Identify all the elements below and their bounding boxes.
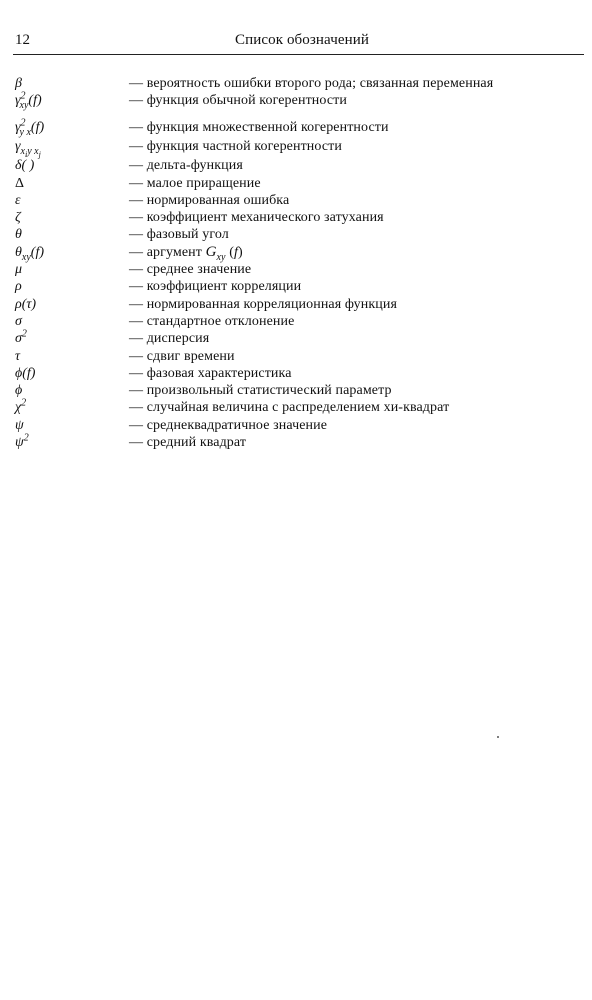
notation-definition: — среднеквадратичное значение — [129, 417, 328, 433]
notation-definition: — дельта-функция — [129, 158, 243, 174]
notation-entry — [15, 330, 585, 347]
notation-entry — [15, 296, 585, 313]
notation-symbol: δ( ) — [15, 158, 35, 174]
notation-definition: — функция обычной когерентности — [129, 93, 347, 109]
notation-definition: — вероятность ошибки второго рода; связанная переменная — [129, 76, 494, 91]
notation-definition: — фазовая характеристика — [129, 365, 292, 381]
notation-symbol: ρ — [15, 279, 22, 295]
notation-definition: — нормированная корреляционная функция — [129, 296, 398, 312]
notation-entry — [15, 138, 585, 160]
notation-symbol: ϕ(f) — [15, 365, 36, 381]
notation-definition: — средний квадрат — [129, 435, 247, 451]
notation-entry — [15, 209, 585, 226]
notation-definition: — коэффициент корреляции — [129, 279, 302, 295]
notation-definition: — среднее значение — [129, 262, 252, 278]
notation-definition: — стандартное отклонение — [129, 313, 295, 329]
notation-symbol: ρ(τ) — [15, 296, 37, 312]
notation-symbol: σ — [15, 313, 22, 329]
notation-symbol: θ — [15, 227, 22, 243]
notation-symbol: $\sigma^2$ — [15, 328, 27, 347]
notation-symbol: ϕ — [15, 383, 23, 399]
notation-entry — [15, 119, 585, 138]
notation-list — [15, 75, 585, 451]
notation-definition: — нормированная ошибка — [129, 192, 290, 208]
notation-entry — [15, 348, 585, 365]
notation-definition: — сдвиг времени — [129, 348, 235, 364]
notation-entry — [15, 434, 585, 451]
notation-definition: — малое приращение — [129, 175, 261, 191]
notation-symbol: τ — [15, 348, 21, 364]
notation-definition: — фазовый угол — [129, 227, 229, 243]
notation-entry — [15, 313, 585, 330]
notation-entry — [15, 75, 585, 92]
notation-symbol: $\gamma^2_{y x}(f)$ — [15, 117, 45, 139]
stray-dot — [497, 736, 499, 738]
notation-entry — [15, 278, 585, 295]
notation-entry — [15, 261, 585, 278]
notation-symbol: β — [15, 76, 22, 91]
running-title: Список обозначений — [235, 32, 369, 48]
notation-entry — [15, 399, 585, 416]
notation-symbol: μ — [15, 262, 23, 278]
notation-entry — [15, 192, 585, 209]
notation-entry — [15, 365, 585, 382]
notation-symbol: $\chi^2$ — [15, 397, 27, 416]
notation-entry — [15, 226, 585, 243]
notation-symbol: $\psi^2$ — [15, 432, 29, 451]
notation-entry — [15, 92, 585, 111]
notation-definition: — дисперсия — [129, 331, 210, 347]
notation-symbol: $\gamma_{x_iy x_j}$ — [15, 139, 41, 160]
notation-symbol: ψ — [15, 417, 24, 433]
notation-entry — [15, 175, 585, 192]
notation-definition: — аргумент $G_{xy}$ (f) — [129, 243, 243, 263]
notation-entry — [15, 244, 585, 261]
page-number: 12 — [15, 32, 30, 48]
notation-definition: — случайная величина с распределением хи-квадрат — [129, 400, 450, 416]
notation-symbol: $\theta_{xy}(f)$ — [15, 244, 44, 263]
notation-definition: — коэффициент механического затухания — [129, 210, 384, 226]
notation-entry — [15, 417, 585, 434]
notation-symbol: ζ — [15, 210, 21, 226]
notation-entry — [15, 157, 585, 174]
notation-definition: — функция множественной когерентности — [129, 120, 389, 136]
header-rule — [13, 54, 584, 55]
notation-symbol: $\gamma^2_{xy}(f)$ — [15, 90, 42, 112]
notation-symbol: ε — [15, 192, 21, 208]
notation-symbol: Δ — [15, 175, 25, 191]
notation-definition: — функция частной когерентности — [129, 139, 342, 155]
notation-definition: — произвольный статистический параметр — [129, 383, 392, 399]
page-header — [15, 32, 583, 52]
notation-entry — [15, 382, 585, 399]
